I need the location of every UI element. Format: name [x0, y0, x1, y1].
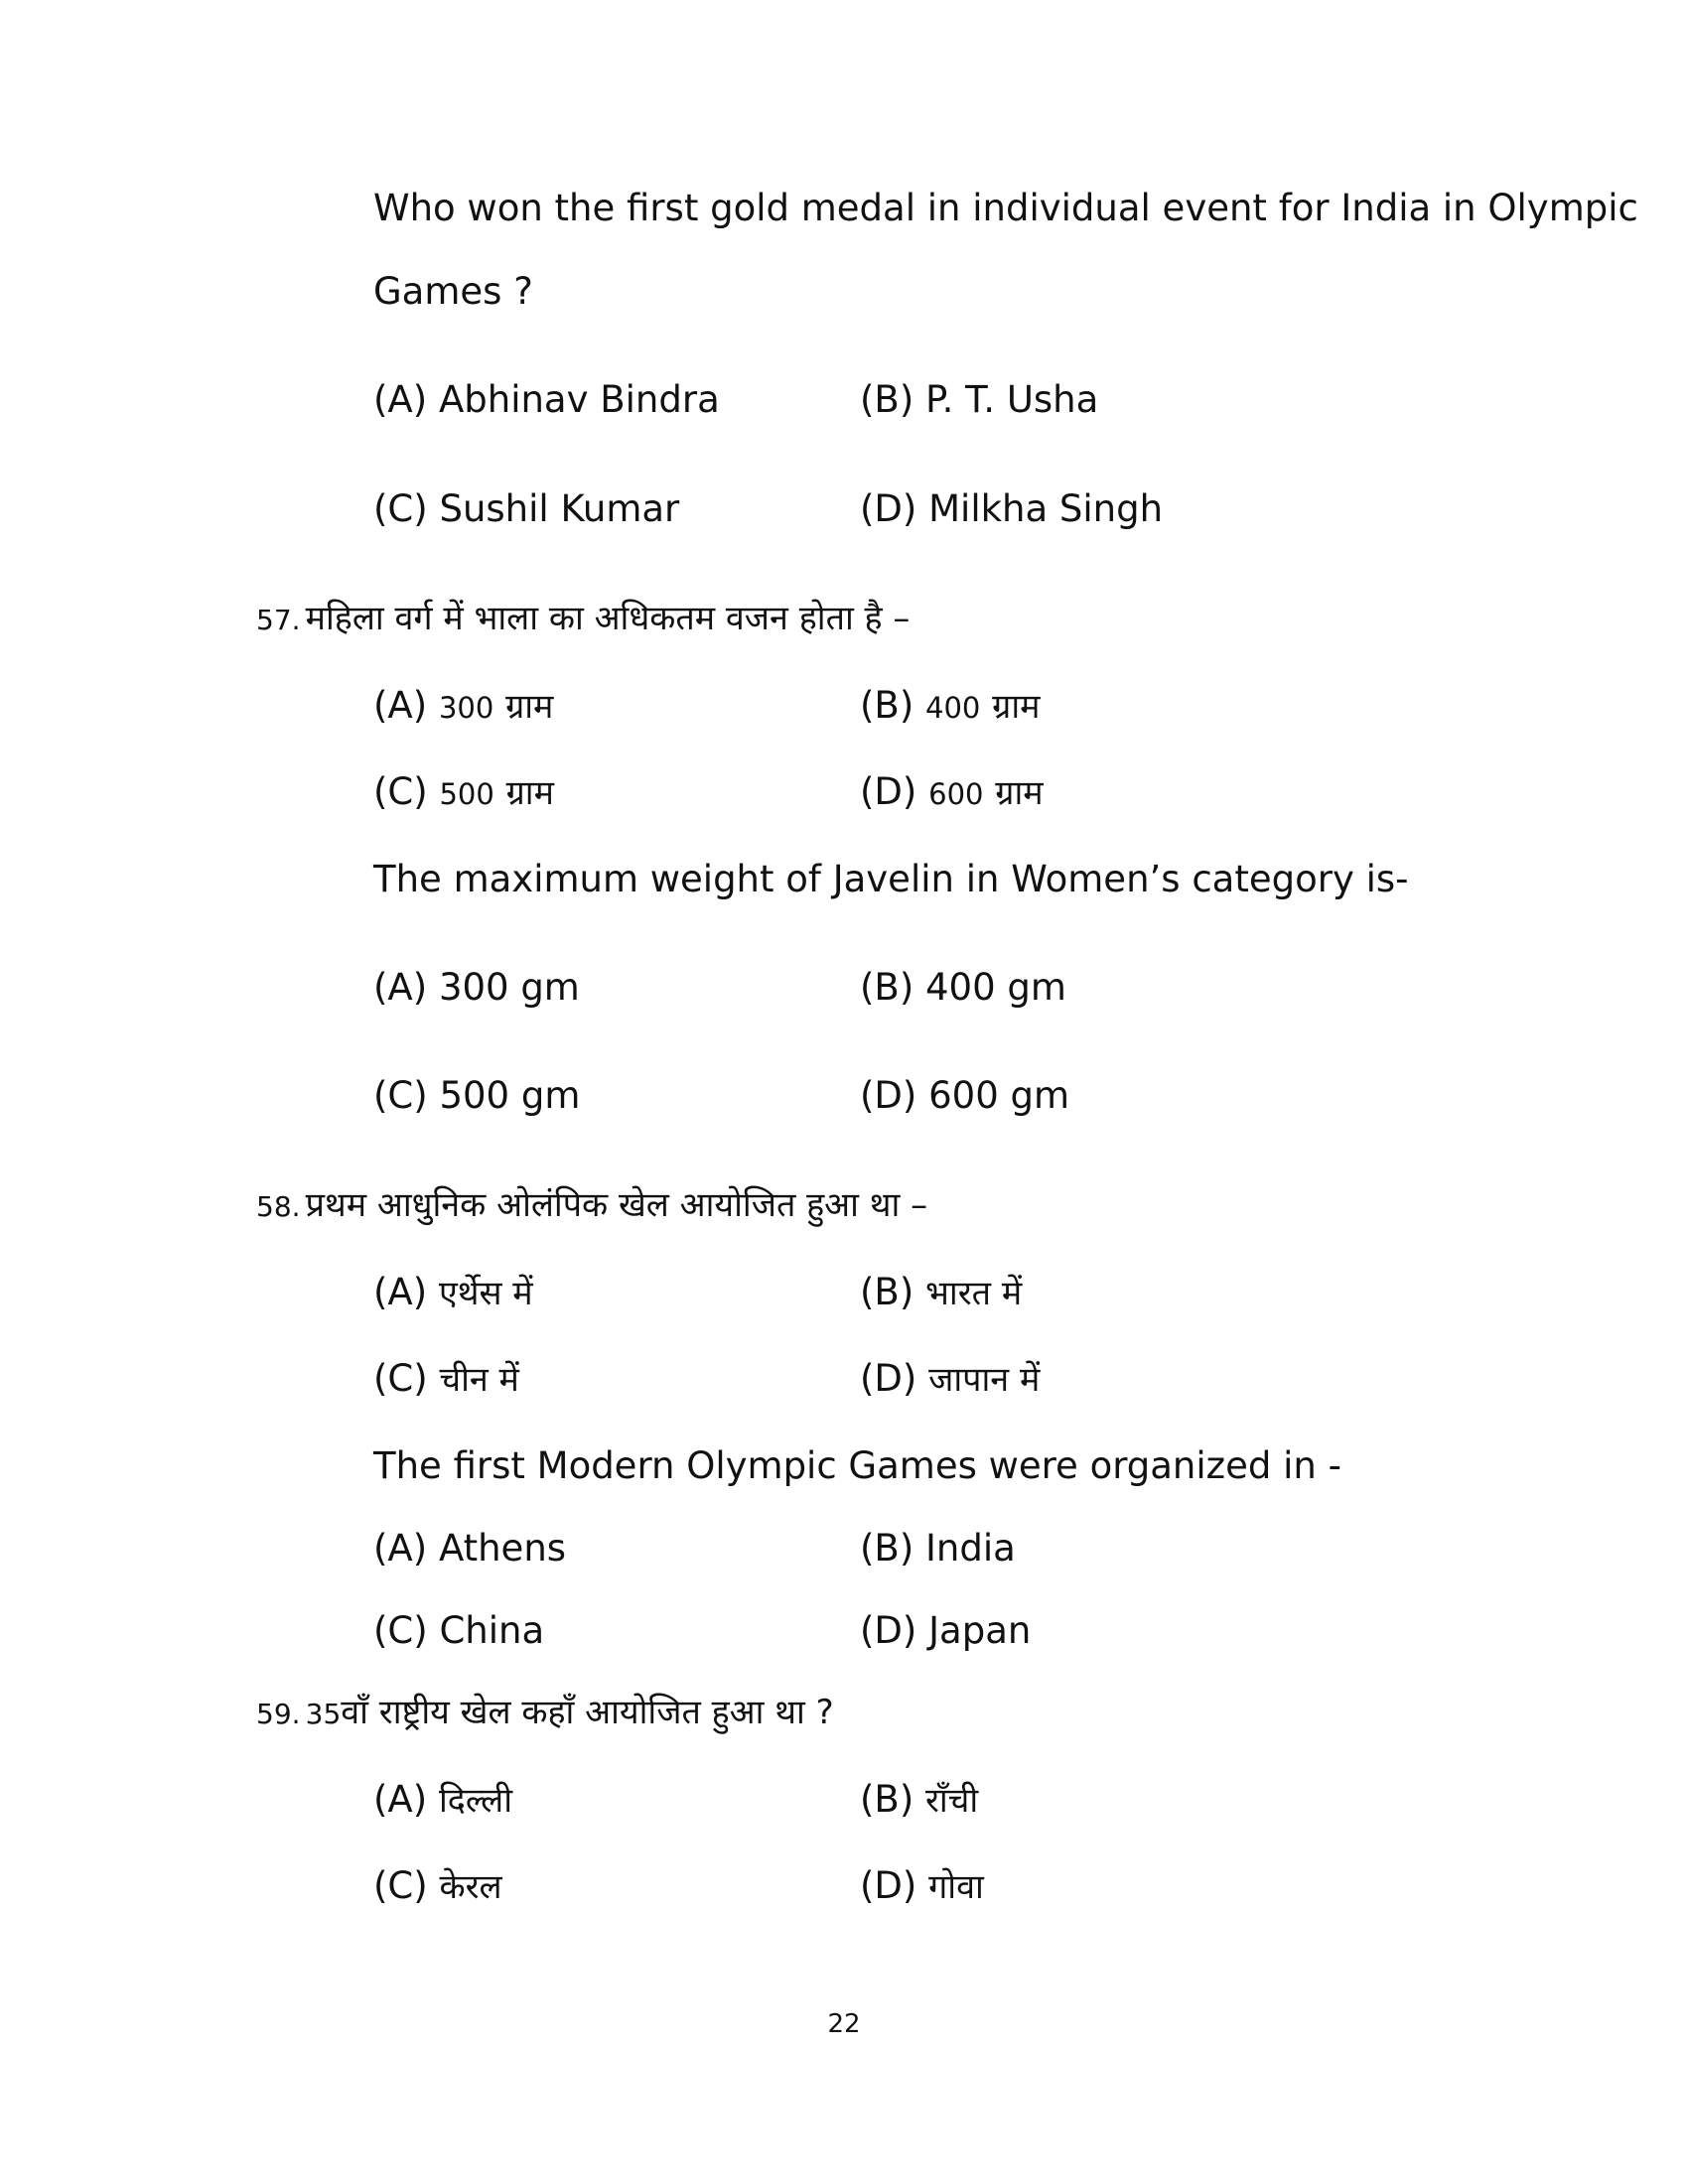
q58-option-b: (B) India — [860, 1527, 1016, 1570]
q57-option-c: (C) 500 gm — [373, 1074, 581, 1117]
q58-option-c: (C) China — [373, 1609, 545, 1652]
q58-hindi-option-a — [373, 1271, 533, 1313]
q57-hindi-text: महिला वर्ग में भाला का अधिकतम वजन होता है – — [305, 599, 911, 638]
option-text: एर्थेस में — [438, 1274, 533, 1313]
option-label: (D) — [860, 1864, 917, 1907]
q59-hindi-option-a — [373, 1778, 513, 1821]
q57-hindi-option-d — [860, 770, 1044, 813]
q56-question-line2: Games ? — [373, 270, 533, 313]
q57-hindi-option-c — [373, 770, 554, 813]
option-label: (A) — [373, 1778, 428, 1821]
q57-hindi-question — [256, 599, 911, 638]
option-label: (B) — [860, 1778, 914, 1821]
option-text: जापान में — [928, 1360, 1041, 1400]
q57-option-d: (D) 600 gm — [860, 1074, 1070, 1117]
option-text: केरल — [439, 1867, 502, 1907]
option-label: (C) — [373, 1864, 428, 1907]
option-label: (A) — [373, 684, 428, 727]
option-text: भारत में — [925, 1274, 1023, 1313]
option-number: 600 — [928, 777, 984, 811]
option-text: गोवा — [928, 1867, 984, 1907]
q56-question-line1: Who won the first gold medal in individual event for India in Olympic — [373, 187, 1638, 229]
q58-number: 58. — [256, 1190, 301, 1223]
option-text: चीन में — [439, 1360, 519, 1400]
q56-option-d: (D) Milkha Singh — [860, 487, 1164, 530]
option-unit: ग्राम — [992, 687, 1041, 727]
q56-option-b: (B) P. T. Usha — [860, 378, 1099, 421]
q56-option-a: (A) Abhinav Bindra — [373, 378, 720, 421]
option-label: (D) — [860, 770, 917, 813]
q59-hindi-text: वाँ राष्ट्रीय खेल कहाँ आयोजित हुआ था ? — [341, 1693, 834, 1732]
option-label: (C) — [373, 770, 428, 813]
q57-number: 57. — [256, 604, 301, 636]
option-unit: ग्राम — [505, 773, 554, 813]
q58-hindi-option-c — [373, 1357, 519, 1400]
q58-english-question: The first Modern Olympic Games were organized in - — [373, 1444, 1341, 1487]
page-number: 22 — [827, 2009, 861, 2039]
option-label: (D) — [860, 1357, 917, 1400]
q59-hindi-option-d — [860, 1864, 984, 1907]
q58-option-d: (D) Japan — [860, 1609, 1032, 1652]
option-text: राँची — [925, 1781, 979, 1821]
q58-hindi-question — [256, 1185, 928, 1225]
option-label: (B) — [860, 684, 914, 727]
q59-hindi-question — [256, 1693, 834, 1732]
option-number: 300 — [438, 691, 494, 725]
q57-hindi-option-a — [373, 684, 554, 727]
q57-english-question: The maximum weight of Javelin in Women’s category is- — [373, 858, 1409, 900]
option-number: 400 — [925, 691, 981, 725]
option-label: (C) — [373, 1357, 428, 1400]
q59-number-prefix: 35 — [305, 1698, 342, 1730]
q58-hindi-text: प्रथम आधुनिक ओलंपिक खेल आयोजित हुआ था – — [305, 1185, 928, 1225]
q59-hindi-option-b — [860, 1778, 979, 1821]
q59-hindi-option-c — [373, 1864, 502, 1907]
option-label: (A) — [373, 1271, 428, 1313]
q58-hindi-option-d — [860, 1357, 1041, 1400]
q56-option-c: (C) Sushil Kumar — [373, 487, 680, 530]
option-unit: ग्राम — [505, 687, 554, 727]
q59-number: 59. — [256, 1698, 301, 1730]
option-text: दिल्ली — [438, 1781, 513, 1821]
option-label: (B) — [860, 1271, 914, 1313]
q58-option-a: (A) Athens — [373, 1527, 567, 1570]
q57-hindi-option-b — [860, 684, 1041, 727]
option-number: 500 — [439, 777, 494, 811]
q57-option-b: (B) 400 gm — [860, 966, 1066, 1009]
option-unit: ग्राम — [995, 773, 1044, 813]
q57-option-a: (A) 300 gm — [373, 966, 580, 1009]
q58-hindi-option-b — [860, 1271, 1023, 1313]
